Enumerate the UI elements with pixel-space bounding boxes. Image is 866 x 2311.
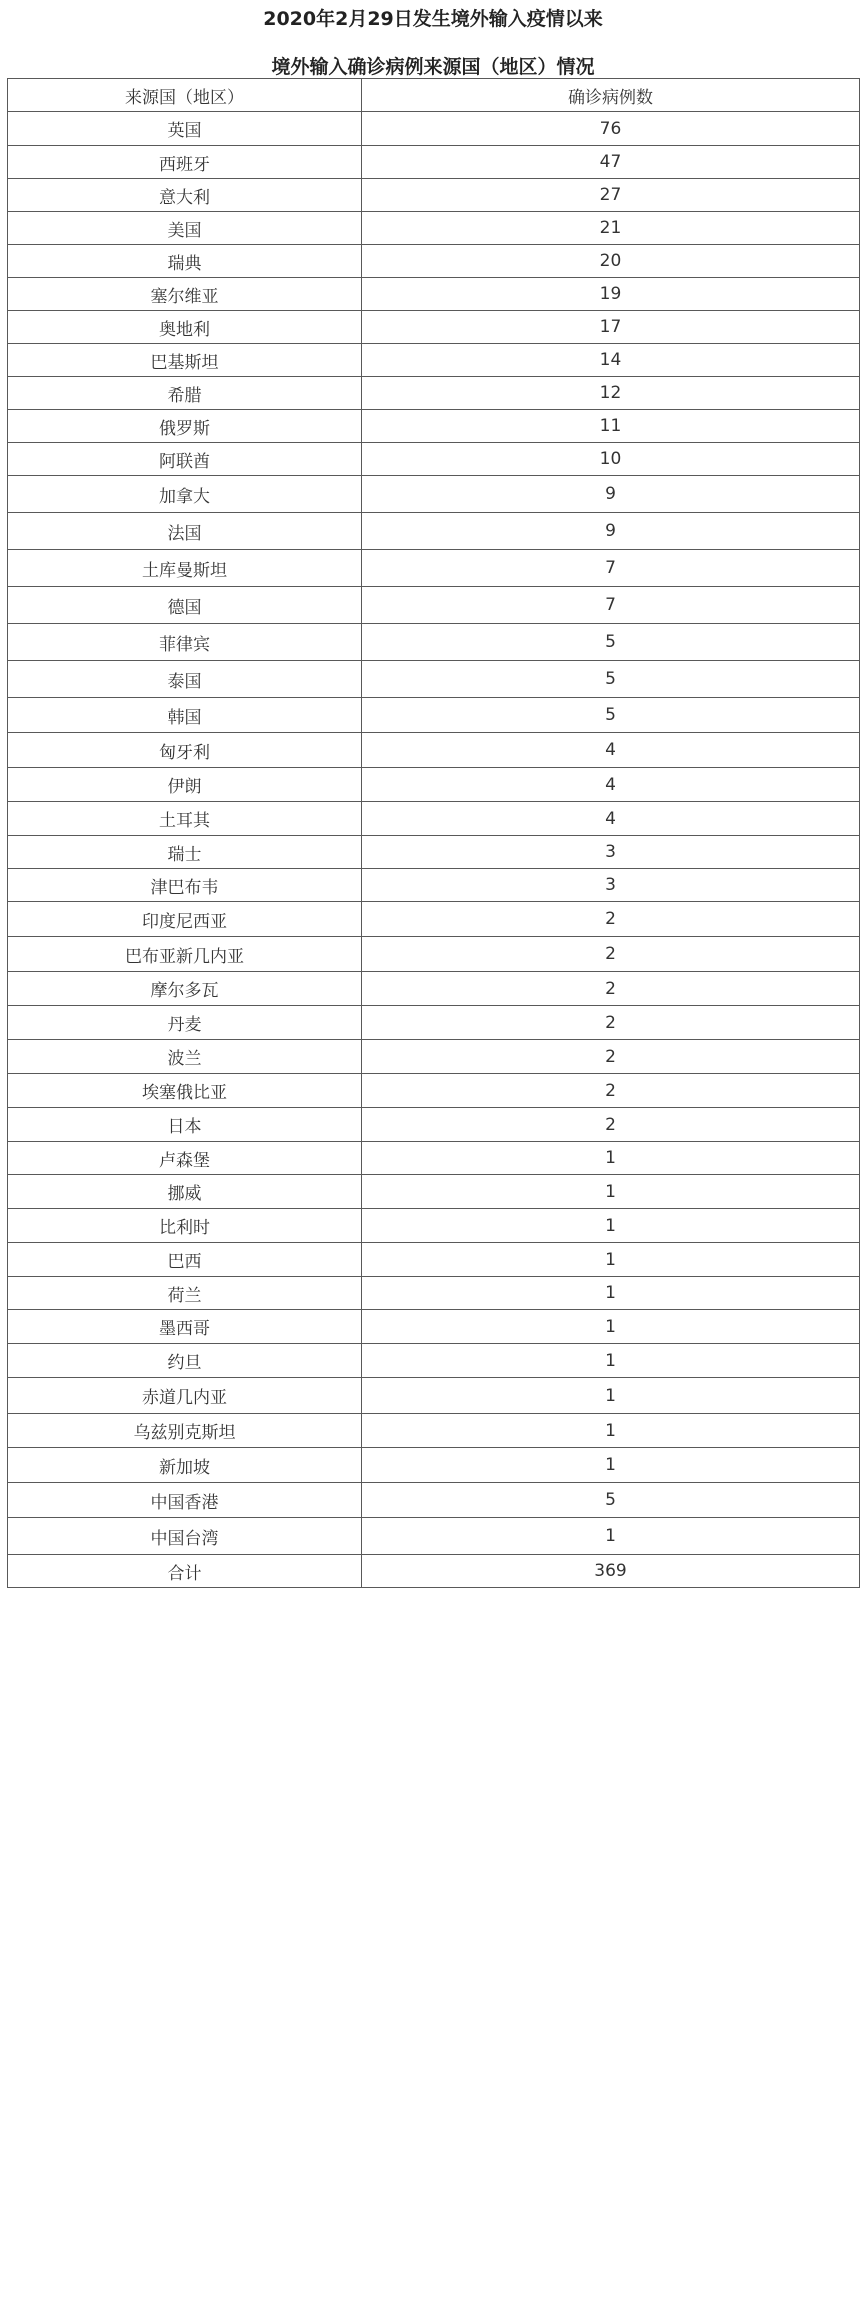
case-count-cell: 4	[362, 733, 860, 768]
total-label: 合计	[8, 1555, 362, 1588]
table-row	[8, 587, 860, 624]
country-cell: 巴西	[8, 1243, 362, 1277]
country-cell: 巴布亚新几内亚	[8, 937, 362, 972]
table-row	[8, 212, 860, 245]
country-cell: 伊朗	[8, 768, 362, 802]
table-row	[8, 1483, 860, 1518]
case-count-cell: 12	[362, 377, 860, 410]
country-cell: 阿联酋	[8, 443, 362, 476]
case-count-cell: 1	[362, 1448, 860, 1483]
case-count-cell: 2	[362, 972, 860, 1006]
table-row	[8, 624, 860, 661]
table-header-row	[8, 79, 860, 112]
header-count: 确诊病例数	[362, 79, 860, 112]
table-row	[8, 112, 860, 146]
country-cell: 乌兹别克斯坦	[8, 1414, 362, 1448]
case-count-cell: 1	[362, 1414, 860, 1448]
total-row	[8, 1555, 860, 1588]
table-row	[8, 1243, 860, 1277]
case-count-cell: 2	[362, 937, 860, 972]
case-count-cell: 7	[362, 587, 860, 624]
country-cell: 瑞士	[8, 836, 362, 869]
table-row	[8, 869, 860, 902]
country-cell: 约旦	[8, 1344, 362, 1378]
case-count-cell: 11	[362, 410, 860, 443]
case-count-cell: 5	[362, 698, 860, 733]
country-cell: 巴基斯坦	[8, 344, 362, 377]
country-cell: 墨西哥	[8, 1310, 362, 1344]
table-row	[8, 550, 860, 587]
table-row	[8, 1310, 860, 1344]
country-cell: 埃塞俄比亚	[8, 1074, 362, 1108]
table-row	[8, 377, 860, 410]
case-count-cell: 2	[362, 1006, 860, 1040]
case-count-cell: 2	[362, 1040, 860, 1074]
country-cell: 意大利	[8, 179, 362, 212]
country-cell: 波兰	[8, 1040, 362, 1074]
case-count-cell: 5	[362, 624, 860, 661]
table-row	[8, 179, 860, 212]
country-cell: 美国	[8, 212, 362, 245]
country-cell: 菲律宾	[8, 624, 362, 661]
country-cell: 英国	[8, 112, 362, 146]
table-title: 境外输入确诊病例来源国（地区）情况	[271, 56, 595, 78]
country-cell: 日本	[8, 1108, 362, 1142]
country-cell: 荷兰	[8, 1277, 362, 1310]
country-cell: 匈牙利	[8, 733, 362, 768]
case-count-cell: 1	[362, 1518, 860, 1555]
table-row	[8, 1074, 860, 1108]
country-cell: 摩尔多瓦	[8, 972, 362, 1006]
table-row	[8, 278, 860, 311]
country-cell: 比利时	[8, 1209, 362, 1243]
table-row	[8, 698, 860, 733]
country-cell: 挪威	[8, 1175, 362, 1209]
case-count-cell: 3	[362, 836, 860, 869]
table-row	[8, 410, 860, 443]
case-count-cell: 21	[362, 212, 860, 245]
case-count-cell: 20	[362, 245, 860, 278]
table-row	[8, 661, 860, 698]
case-count-cell: 1	[362, 1209, 860, 1243]
table-row	[8, 1175, 860, 1209]
table-row	[8, 1414, 860, 1448]
country-cell: 泰国	[8, 661, 362, 698]
country-cell: 土库曼斯坦	[8, 550, 362, 587]
case-count-cell: 2	[362, 1074, 860, 1108]
table-row	[8, 245, 860, 278]
case-count-cell: 9	[362, 476, 860, 513]
country-cell: 俄罗斯	[8, 410, 362, 443]
table-row	[8, 1209, 860, 1243]
case-count-cell: 10	[362, 443, 860, 476]
case-count-cell: 2	[362, 902, 860, 937]
case-count-cell: 5	[362, 1483, 860, 1518]
case-count-cell: 27	[362, 179, 860, 212]
case-count-cell: 76	[362, 112, 860, 146]
table-row	[8, 1378, 860, 1414]
case-count-cell: 4	[362, 768, 860, 802]
table-row	[8, 1142, 860, 1175]
table-row	[8, 1277, 860, 1310]
case-count-cell: 5	[362, 661, 860, 698]
table-row	[8, 443, 860, 476]
country-cell: 西班牙	[8, 146, 362, 179]
table-row	[8, 476, 860, 513]
table-row	[8, 513, 860, 550]
case-count-cell: 1	[362, 1277, 860, 1310]
case-count-cell: 1	[362, 1344, 860, 1378]
table-row	[8, 1344, 860, 1378]
table-row	[8, 836, 860, 869]
table-row	[8, 802, 860, 836]
table-row	[8, 1006, 860, 1040]
table-row	[8, 1040, 860, 1074]
country-cell: 赤道几内亚	[8, 1378, 362, 1414]
country-cell: 中国台湾	[8, 1518, 362, 1555]
country-cell: 加拿大	[8, 476, 362, 513]
country-cell: 德国	[8, 587, 362, 624]
header-country: 来源国（地区）	[8, 79, 362, 112]
page-title: 2020年2月29日发生境外输入疫情以来	[263, 8, 603, 30]
table-row	[8, 1448, 860, 1483]
case-count-cell: 9	[362, 513, 860, 550]
case-count-cell: 1	[362, 1142, 860, 1175]
case-count-cell: 47	[362, 146, 860, 179]
case-count-cell: 14	[362, 344, 860, 377]
case-count-cell: 19	[362, 278, 860, 311]
country-cell: 中国香港	[8, 1483, 362, 1518]
case-count-cell: 1	[362, 1378, 860, 1414]
imported-cases-table	[7, 78, 860, 1588]
country-cell: 希腊	[8, 377, 362, 410]
table-row	[8, 1518, 860, 1555]
table-row	[8, 902, 860, 937]
country-cell: 奥地利	[8, 311, 362, 344]
total-count: 369	[362, 1555, 860, 1588]
country-cell: 法国	[8, 513, 362, 550]
country-cell: 津巴布韦	[8, 869, 362, 902]
table-row	[8, 344, 860, 377]
country-cell: 卢森堡	[8, 1142, 362, 1175]
country-cell: 塞尔维亚	[8, 278, 362, 311]
table-row	[8, 937, 860, 972]
country-cell: 瑞典	[8, 245, 362, 278]
case-count-cell: 1	[362, 1175, 860, 1209]
case-count-cell: 7	[362, 550, 860, 587]
title-block	[0, 0, 866, 77]
case-count-cell: 4	[362, 802, 860, 836]
country-cell: 新加坡	[8, 1448, 362, 1483]
country-cell: 韩国	[8, 698, 362, 733]
case-count-cell: 17	[362, 311, 860, 344]
table-row	[8, 146, 860, 179]
table-row	[8, 972, 860, 1006]
table-row	[8, 768, 860, 802]
country-cell: 土耳其	[8, 802, 362, 836]
table-row	[8, 311, 860, 344]
country-cell: 印度尼西亚	[8, 902, 362, 937]
case-count-cell: 1	[362, 1243, 860, 1277]
case-count-cell: 1	[362, 1310, 860, 1344]
case-count-cell: 3	[362, 869, 860, 902]
table-row	[8, 1108, 860, 1142]
case-count-cell: 2	[362, 1108, 860, 1142]
table-row	[8, 733, 860, 768]
country-cell: 丹麦	[8, 1006, 362, 1040]
